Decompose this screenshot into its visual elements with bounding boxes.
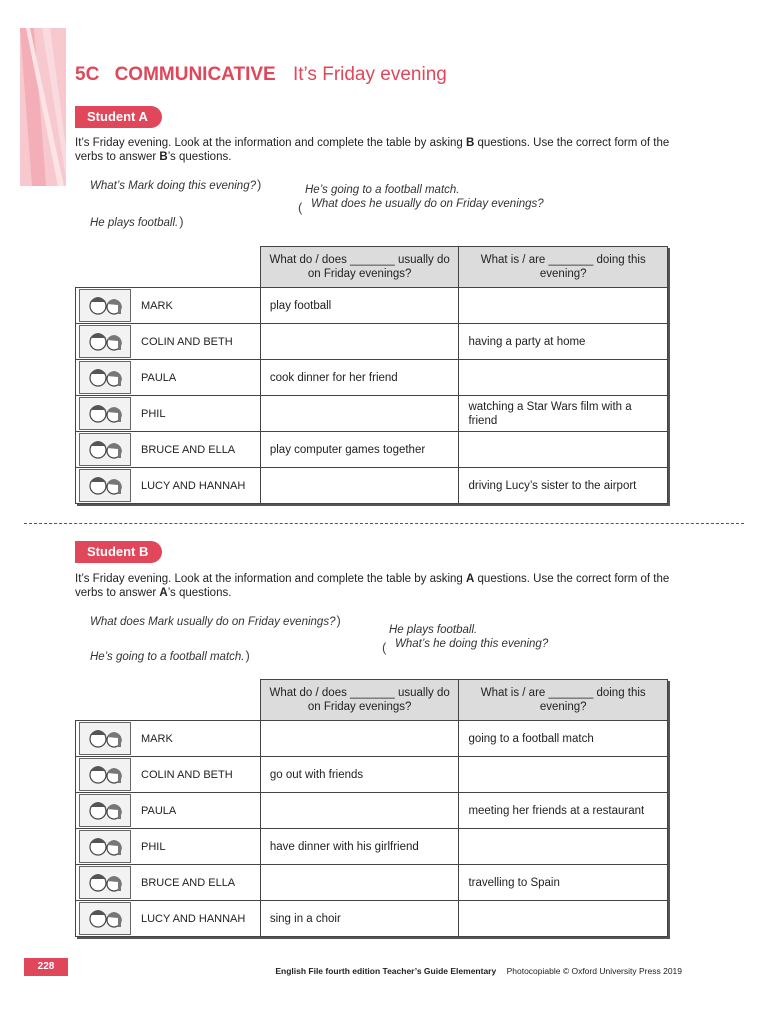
usually-cell: go out with friends [260, 757, 459, 793]
copyright-notice: Photocopiable © Oxford University Press 2019 [506, 966, 682, 976]
person-illustration-icon [79, 289, 131, 322]
person-cell [76, 324, 261, 360]
person-cell [76, 288, 261, 324]
person-name: PHIL [141, 407, 166, 420]
student-a-instructions: It’s Friday evening. Look at the information and complete the table by asking B questions. Use the correct form of the verbs to answer B’s questions. [75, 137, 670, 163]
person-cell [76, 432, 261, 468]
this-evening-cell: meeting her friends at a restaurant [459, 793, 668, 829]
usually-cell [260, 721, 459, 757]
table-row [76, 396, 668, 432]
person-cell [76, 901, 261, 937]
example-answer-1: He’s going to a football match. [305, 184, 460, 196]
person-name: LUCY AND HANNAH [141, 479, 246, 492]
person-illustration-icon [79, 469, 131, 502]
person-cell [76, 829, 261, 865]
person-name: MARK [141, 732, 173, 745]
person-cell [76, 360, 261, 396]
person-illustration-icon [79, 397, 131, 430]
person-cell [76, 468, 261, 504]
table-row [76, 721, 668, 757]
page-number: 228 [24, 958, 68, 976]
this-evening-cell: having a party at home [459, 324, 668, 360]
person-illustration-icon [79, 902, 131, 935]
speech-mark-icon: ( [382, 640, 387, 655]
page-title [75, 64, 447, 86]
student-a-badge: Student A [75, 106, 162, 128]
person-illustration-icon [79, 866, 131, 899]
student-a-table [75, 246, 668, 504]
person-illustration-icon [79, 722, 131, 755]
person-name: COLIN AND BETH [141, 768, 233, 781]
student-b-badge: Student B [75, 541, 162, 563]
this-evening-cell [459, 829, 668, 865]
person-illustration-icon [79, 361, 131, 394]
person-cell [76, 721, 261, 757]
student-b-table [75, 679, 668, 937]
usually-cell [260, 468, 459, 504]
table-row [76, 324, 668, 360]
person-name: PAULA [141, 371, 177, 384]
example-answer-2: He plays football.) [90, 214, 184, 229]
example-question-2: What’s he doing this evening? [395, 638, 549, 650]
usually-cell: have dinner with his girlfriend [260, 829, 459, 865]
this-evening-cell [459, 757, 668, 793]
this-evening-cell [459, 901, 668, 937]
student-b-instructions: It’s Friday evening. Look at the information and complete the table by asking A questions. Use the correct form of the verbs to answer A’s questions. [75, 573, 670, 599]
person-name: BRUCE AND ELLA [141, 443, 236, 456]
table-row [76, 829, 668, 865]
table-row [76, 360, 668, 396]
column-header-usually: What do / does _______ usually do on Friday evenings? [260, 247, 459, 288]
person-name: PHIL [141, 840, 166, 853]
person-name: COLIN AND BETH [141, 335, 233, 348]
usually-cell: play computer games together [260, 432, 459, 468]
person-illustration-icon [79, 794, 131, 827]
table-row [76, 793, 668, 829]
cut-line [24, 523, 744, 524]
person-cell [76, 865, 261, 901]
lesson-code: 5C [75, 64, 100, 85]
usually-cell: play football [260, 288, 459, 324]
column-header-this-evening: What is / are _______ doing this evening? [459, 680, 668, 721]
this-evening-cell: watching a Star Wars film with a friend [459, 396, 668, 432]
table-row [76, 901, 668, 937]
book-title: English File fourth edition Teacher’s Guide Elementary [275, 966, 497, 976]
speech-mark-icon: ( [298, 200, 303, 215]
decorative-ribbon-graphic [20, 28, 66, 186]
lesson-title: It’s Friday evening [293, 64, 447, 85]
usually-cell: sing in a choir [260, 901, 459, 937]
person-illustration-icon [79, 758, 131, 791]
person-name: PAULA [141, 804, 177, 817]
table-row [76, 468, 668, 504]
table-row [76, 757, 668, 793]
person-cell [76, 396, 261, 432]
person-illustration-icon [79, 433, 131, 466]
column-header-usually: What do / does _______ usually do on Friday evenings? [260, 680, 459, 721]
example-question-2: What does he usually do on Friday evenings? [311, 198, 544, 210]
this-evening-cell [459, 288, 668, 324]
page-footer [275, 966, 682, 976]
this-evening-cell [459, 360, 668, 396]
person-name: BRUCE AND ELLA [141, 876, 236, 889]
person-name: LUCY AND HANNAH [141, 912, 246, 925]
example-answer-1: He plays football. [389, 624, 478, 636]
person-cell [76, 757, 261, 793]
table-row [76, 432, 668, 468]
person-illustration-icon [79, 830, 131, 863]
this-evening-cell: going to a football match [459, 721, 668, 757]
person-name: MARK [141, 299, 173, 312]
lesson-type: COMMUNICATIVE [114, 64, 276, 85]
this-evening-cell: travelling to Spain [459, 865, 668, 901]
usually-cell [260, 324, 459, 360]
this-evening-cell: driving Lucy’s sister to the airport [459, 468, 668, 504]
person-illustration-icon [79, 325, 131, 358]
this-evening-cell [459, 432, 668, 468]
example-question-1: What’s Mark doing this evening?) [90, 177, 262, 192]
person-cell [76, 793, 261, 829]
column-header-this-evening: What is / are _______ doing this evening? [459, 247, 668, 288]
usually-cell [260, 865, 459, 901]
example-answer-2: He’s going to a football match.) [90, 648, 250, 663]
table-row [76, 865, 668, 901]
table-row [76, 288, 668, 324]
usually-cell [260, 396, 459, 432]
example-question-1: What does Mark usually do on Friday evenings?) [90, 613, 341, 628]
usually-cell [260, 793, 459, 829]
usually-cell: cook dinner for her friend [260, 360, 459, 396]
